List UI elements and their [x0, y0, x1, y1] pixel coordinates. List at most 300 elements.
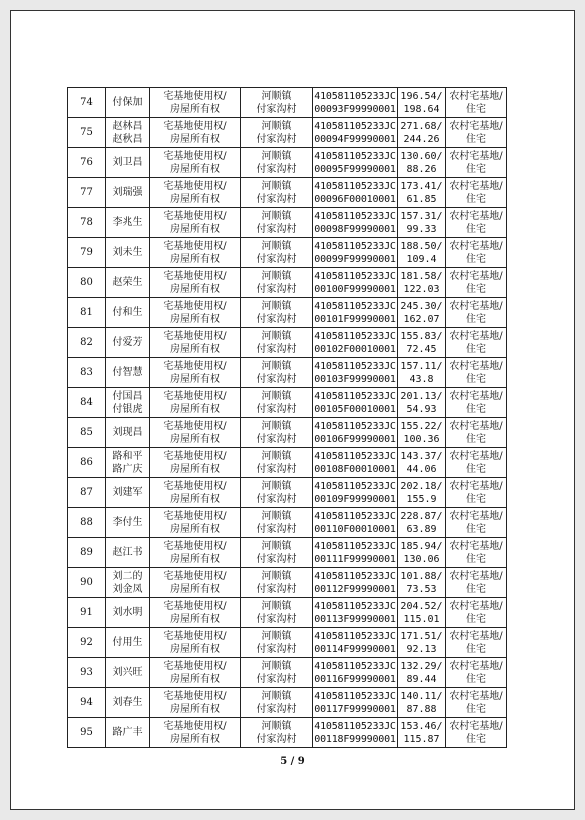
- location-line: 河顺镇: [261, 510, 292, 522]
- right-type-line: 宅基地使用权/: [163, 210, 227, 222]
- table-row: [68, 658, 507, 688]
- location-cell: [241, 478, 313, 508]
- location-line: 河顺镇: [261, 240, 292, 252]
- location-line: 河顺镇: [261, 450, 292, 462]
- right-type-cell: [150, 238, 241, 268]
- owner-name-cell: [106, 118, 150, 148]
- table-row: [68, 688, 507, 718]
- right-type-line: 宅基地使用权/: [163, 90, 227, 102]
- owner-name-line: 付智慧: [112, 367, 143, 378]
- owner-name-line: 赵林昌: [112, 120, 143, 132]
- row-number-cell: 79: [68, 238, 106, 268]
- owner-name-line: 刘建军: [112, 487, 143, 498]
- parcel-code-line: 00111F99990001: [314, 553, 396, 565]
- parcel-code-cell: [313, 628, 398, 658]
- land-use-line: 住宅: [466, 523, 486, 535]
- land-use-line: 住宅: [466, 493, 486, 505]
- location-cell: [241, 328, 313, 358]
- parcel-code-line: 410581105233JC: [314, 390, 396, 402]
- parcel-code-line: 410581105233JC: [314, 240, 396, 252]
- parcel-code-cell: [313, 178, 398, 208]
- row-number-cell: 90: [68, 568, 106, 598]
- land-use-line: 农村宅基地/: [449, 690, 503, 702]
- parcel-code-cell: [313, 238, 398, 268]
- parcel-code-line: 00098F99990001: [314, 223, 396, 235]
- parcel-code-line: 410581105233JC: [314, 480, 396, 492]
- area-cell: [398, 718, 446, 748]
- land-use-cell: [446, 388, 507, 418]
- registry-table-body: [68, 88, 507, 748]
- land-use-line: 农村宅基地/: [449, 240, 503, 252]
- land-use-line: 住宅: [466, 133, 486, 145]
- area-line: 87.88: [406, 703, 437, 715]
- location-line: 付家沟村: [256, 103, 297, 115]
- location-line: 付家沟村: [256, 373, 297, 385]
- parcel-code-line: 00105F00010001: [314, 403, 396, 415]
- location-line: 河顺镇: [261, 600, 292, 612]
- parcel-code-cell: [313, 328, 398, 358]
- area-line: 157.31/: [400, 210, 443, 222]
- land-use-line: 农村宅基地/: [449, 360, 503, 372]
- parcel-code-line: 00095F99990001: [314, 163, 396, 175]
- location-line: 河顺镇: [261, 660, 292, 672]
- owner-name-line: 刘卫昌: [112, 157, 143, 168]
- area-cell: [398, 358, 446, 388]
- owner-name-cell: [106, 358, 150, 388]
- land-use-line: 农村宅基地/: [449, 450, 503, 462]
- parcel-code-line: 00117F99990001: [314, 703, 396, 715]
- area-cell: [398, 658, 446, 688]
- area-line: 44.06: [406, 463, 437, 475]
- location-line: 付家沟村: [256, 733, 297, 745]
- parcel-code-line: 00093F99990001: [314, 103, 396, 115]
- owner-name-cell: [106, 388, 150, 418]
- parcel-code-cell: [313, 688, 398, 718]
- area-cell: [398, 388, 446, 418]
- land-use-line: 农村宅基地/: [449, 270, 503, 282]
- area-cell: [398, 598, 446, 628]
- row-number-cell: 86: [68, 448, 106, 478]
- right-type-cell: [150, 298, 241, 328]
- parcel-code-cell: [313, 448, 398, 478]
- owner-name-cell: [106, 568, 150, 598]
- land-use-cell: [446, 568, 507, 598]
- owner-name-cell: [106, 298, 150, 328]
- parcel-code-line: 410581105233JC: [314, 330, 396, 342]
- owner-name-line: 刘瑞强: [112, 187, 143, 198]
- parcel-code-cell: [313, 418, 398, 448]
- parcel-code-cell: [313, 358, 398, 388]
- location-line: 付家沟村: [256, 673, 297, 685]
- owner-name-line: 付用生: [112, 637, 143, 648]
- area-line: 153.46/: [400, 720, 443, 732]
- owner-name-line: 刘二的: [112, 570, 143, 582]
- location-line: 河顺镇: [261, 690, 292, 702]
- area-line: 155.83/: [400, 330, 443, 342]
- owner-name-line: 刘兴旺: [112, 667, 143, 678]
- location-line: 付家沟村: [256, 433, 297, 445]
- parcel-code-cell: [313, 88, 398, 118]
- right-type-cell: [150, 568, 241, 598]
- parcel-code-line: 00094F99990001: [314, 133, 396, 145]
- right-type-cell: [150, 538, 241, 568]
- row-number-cell: 84: [68, 388, 106, 418]
- land-use-line: 农村宅基地/: [449, 660, 503, 672]
- location-line: 河顺镇: [261, 720, 292, 732]
- right-type-line: 房屋所有权: [170, 643, 220, 655]
- owner-name-cell: [106, 148, 150, 178]
- row-number-cell: 81: [68, 298, 106, 328]
- right-type-line: 宅基地使用权/: [163, 480, 227, 492]
- land-use-cell: [446, 118, 507, 148]
- parcel-code-line: 00101F99990001: [314, 313, 396, 325]
- right-type-line: 房屋所有权: [170, 343, 220, 355]
- right-type-line: 房屋所有权: [170, 163, 220, 175]
- parcel-code-cell: [313, 298, 398, 328]
- land-use-cell: [446, 358, 507, 388]
- parcel-code-line: 00102F00010001: [314, 343, 396, 355]
- land-use-line: 住宅: [466, 733, 486, 745]
- land-use-cell: [446, 418, 507, 448]
- owner-name-cell: [106, 538, 150, 568]
- parcel-code-line: 410581105233JC: [314, 720, 396, 732]
- right-type-line: 宅基地使用权/: [163, 570, 227, 582]
- area-cell: [398, 478, 446, 508]
- land-use-cell: [446, 628, 507, 658]
- area-line: 132.29/: [400, 660, 443, 672]
- area-line: 196.54/: [400, 90, 443, 102]
- land-use-line: 住宅: [466, 223, 486, 235]
- area-cell: [398, 568, 446, 598]
- area-line: 115.01: [403, 613, 440, 625]
- area-cell: [398, 238, 446, 268]
- right-type-line: 房屋所有权: [170, 283, 220, 295]
- parcel-code-line: 410581105233JC: [314, 120, 396, 132]
- location-cell: [241, 268, 313, 298]
- land-use-line: 农村宅基地/: [449, 630, 503, 642]
- location-line: 河顺镇: [261, 150, 292, 162]
- area-line: 188.50/: [400, 240, 443, 252]
- table-row: [68, 718, 507, 748]
- area-line: 122.03: [403, 283, 440, 295]
- area-line: 245.30/: [400, 300, 443, 312]
- right-type-cell: [150, 448, 241, 478]
- parcel-code-line: 410581105233JC: [314, 630, 396, 642]
- location-line: 河顺镇: [261, 120, 292, 132]
- owner-name-cell: [106, 478, 150, 508]
- right-type-line: 房屋所有权: [170, 223, 220, 235]
- location-line: 河顺镇: [261, 210, 292, 222]
- owner-name-line: 路和平: [112, 450, 143, 462]
- area-line: 101.88/: [400, 570, 443, 582]
- location-cell: [241, 208, 313, 238]
- location-cell: [241, 718, 313, 748]
- table-row: [68, 148, 507, 178]
- table-row: [68, 598, 507, 628]
- land-use-cell: [446, 238, 507, 268]
- row-number-cell: 89: [68, 538, 106, 568]
- table-row: [68, 628, 507, 658]
- parcel-code-cell: [313, 538, 398, 568]
- owner-name-line: 付保加: [112, 97, 143, 108]
- land-use-line: 农村宅基地/: [449, 180, 503, 192]
- land-use-line: 住宅: [466, 253, 486, 265]
- owner-name-cell: [106, 418, 150, 448]
- location-line: 河顺镇: [261, 390, 292, 402]
- owner-name-line: 路广庆: [112, 463, 143, 475]
- location-line: 付家沟村: [256, 313, 297, 325]
- right-type-line: 房屋所有权: [170, 373, 220, 385]
- owner-name-line: 刘未生: [112, 247, 143, 258]
- right-type-line: 房屋所有权: [170, 133, 220, 145]
- right-type-cell: [150, 598, 241, 628]
- land-use-cell: [446, 688, 507, 718]
- location-cell: [241, 628, 313, 658]
- area-line: 73.53: [406, 583, 437, 595]
- row-number-cell: 80: [68, 268, 106, 298]
- land-use-line: 农村宅基地/: [449, 510, 503, 522]
- owner-name-line: 付爱芳: [112, 337, 143, 348]
- land-use-cell: [446, 478, 507, 508]
- parcel-code-cell: [313, 478, 398, 508]
- row-number-cell: 91: [68, 598, 106, 628]
- land-use-cell: [446, 268, 507, 298]
- location-line: 付家沟村: [256, 583, 297, 595]
- owner-name-cell: [106, 268, 150, 298]
- owner-name-line: 付和生: [112, 307, 143, 318]
- land-use-line: 农村宅基地/: [449, 480, 503, 492]
- land-use-line: 住宅: [466, 553, 486, 565]
- location-line: 付家沟村: [256, 133, 297, 145]
- location-line: 付家沟村: [256, 463, 297, 475]
- location-line: 河顺镇: [261, 420, 292, 432]
- area-line: 88.26: [406, 163, 437, 175]
- location-line: 河顺镇: [261, 630, 292, 642]
- parcel-code-cell: [313, 658, 398, 688]
- right-type-line: 宅基地使用权/: [163, 450, 227, 462]
- land-use-line: 农村宅基地/: [449, 570, 503, 582]
- location-line: 河顺镇: [261, 270, 292, 282]
- table-row: [68, 238, 507, 268]
- area-line: 109.4: [406, 253, 437, 265]
- right-type-line: 宅基地使用权/: [163, 600, 227, 612]
- row-number-cell: 93: [68, 658, 106, 688]
- owner-name-cell: [106, 208, 150, 238]
- land-use-cell: [446, 718, 507, 748]
- area-cell: [398, 538, 446, 568]
- land-use-line: 住宅: [466, 193, 486, 205]
- location-line: 付家沟村: [256, 643, 297, 655]
- location-line: 河顺镇: [261, 480, 292, 492]
- area-line: 43.8: [409, 373, 434, 385]
- row-number-cell: 92: [68, 628, 106, 658]
- location-cell: [241, 418, 313, 448]
- table-row: [68, 178, 507, 208]
- area-cell: [398, 508, 446, 538]
- right-type-cell: [150, 148, 241, 178]
- right-type-line: 房屋所有权: [170, 703, 220, 715]
- area-line: 228.87/: [400, 510, 443, 522]
- right-type-line: 房屋所有权: [170, 493, 220, 505]
- parcel-code-line: 00116F99990001: [314, 673, 396, 685]
- owner-name-line: 李兆生: [112, 217, 143, 228]
- owner-name-cell: [106, 598, 150, 628]
- table-row: [68, 448, 507, 478]
- right-type-cell: [150, 328, 241, 358]
- row-number-cell: 95: [68, 718, 106, 748]
- location-line: 付家沟村: [256, 703, 297, 715]
- location-line: 河顺镇: [261, 570, 292, 582]
- location-line: 付家沟村: [256, 163, 297, 175]
- parcel-code-cell: [313, 268, 398, 298]
- land-use-line: 住宅: [466, 703, 486, 715]
- owner-name-cell: [106, 688, 150, 718]
- right-type-line: 宅基地使用权/: [163, 690, 227, 702]
- parcel-code-cell: [313, 718, 398, 748]
- land-use-line: 住宅: [466, 583, 486, 595]
- location-cell: [241, 88, 313, 118]
- area-cell: [398, 88, 446, 118]
- registry-table: [67, 87, 507, 748]
- table-row: [68, 358, 507, 388]
- area-line: 155.22/: [400, 420, 443, 432]
- right-type-line: 房屋所有权: [170, 463, 220, 475]
- row-number-cell: 77: [68, 178, 106, 208]
- parcel-code-line: 00099F99990001: [314, 253, 396, 265]
- owner-name-cell: [106, 448, 150, 478]
- area-line: 92.13: [406, 643, 437, 655]
- right-type-line: 房屋所有权: [170, 553, 220, 565]
- parcel-code-line: 00109F99990001: [314, 493, 396, 505]
- location-cell: [241, 508, 313, 538]
- area-line: 171.51/: [400, 630, 443, 642]
- land-use-line: 农村宅基地/: [449, 90, 503, 102]
- parcel-code-line: 410581105233JC: [314, 270, 396, 282]
- right-type-line: 宅基地使用权/: [163, 180, 227, 192]
- table-row: [68, 208, 507, 238]
- table-row: [68, 508, 507, 538]
- parcel-code-line: 410581105233JC: [314, 90, 396, 102]
- table-row: [68, 388, 507, 418]
- location-line: 付家沟村: [256, 613, 297, 625]
- right-type-line: 房屋所有权: [170, 253, 220, 265]
- right-type-cell: [150, 688, 241, 718]
- area-line: 201.13/: [400, 390, 443, 402]
- right-type-cell: [150, 478, 241, 508]
- owner-name-cell: [106, 628, 150, 658]
- parcel-code-cell: [313, 508, 398, 538]
- parcel-code-cell: [313, 598, 398, 628]
- area-line: 198.64: [403, 103, 440, 115]
- land-use-line: 农村宅基地/: [449, 420, 503, 432]
- owner-name-cell: [106, 658, 150, 688]
- parcel-code-line: 410581105233JC: [314, 660, 396, 672]
- right-type-cell: [150, 118, 241, 148]
- area-cell: [398, 208, 446, 238]
- land-use-line: 农村宅基地/: [449, 390, 503, 402]
- table-row: [68, 118, 507, 148]
- table-row: [68, 88, 507, 118]
- row-number-cell: 83: [68, 358, 106, 388]
- land-use-line: 农村宅基地/: [449, 150, 503, 162]
- right-type-cell: [150, 268, 241, 298]
- land-use-line: 农村宅基地/: [449, 600, 503, 612]
- right-type-line: 房屋所有权: [170, 433, 220, 445]
- land-use-line: 农村宅基地/: [449, 300, 503, 312]
- land-use-cell: [446, 298, 507, 328]
- parcel-code-line: 410581105233JC: [314, 300, 396, 312]
- location-line: 付家沟村: [256, 283, 297, 295]
- owner-name-line: 路广丰: [112, 727, 143, 738]
- land-use-line: 住宅: [466, 463, 486, 475]
- owner-name-cell: [106, 718, 150, 748]
- land-use-line: 住宅: [466, 673, 486, 685]
- table-row: [68, 328, 507, 358]
- right-type-line: 宅基地使用权/: [163, 360, 227, 372]
- parcel-code-line: 00112F99990001: [314, 583, 396, 595]
- location-cell: [241, 298, 313, 328]
- area-line: 202.18/: [400, 480, 443, 492]
- parcel-code-line: 410581105233JC: [314, 570, 396, 582]
- right-type-cell: [150, 358, 241, 388]
- location-line: 付家沟村: [256, 403, 297, 415]
- land-use-line: 住宅: [466, 643, 486, 655]
- parcel-code-line: 00110F00010001: [314, 523, 396, 535]
- area-line: 99.33: [406, 223, 437, 235]
- area-cell: [398, 448, 446, 478]
- table-row: [68, 268, 507, 298]
- area-cell: [398, 628, 446, 658]
- location-cell: [241, 118, 313, 148]
- land-use-line: 住宅: [466, 613, 486, 625]
- area-line: 271.68/: [400, 120, 443, 132]
- right-type-line: 宅基地使用权/: [163, 420, 227, 432]
- parcel-code-line: 410581105233JC: [314, 450, 396, 462]
- right-type-line: 宅基地使用权/: [163, 720, 227, 732]
- area-line: 162.07: [403, 313, 440, 325]
- area-cell: [398, 268, 446, 298]
- land-use-cell: [446, 148, 507, 178]
- area-cell: [398, 688, 446, 718]
- land-use-cell: [446, 88, 507, 118]
- land-use-cell: [446, 208, 507, 238]
- table-row: [68, 478, 507, 508]
- land-use-cell: [446, 508, 507, 538]
- row-number-cell: 82: [68, 328, 106, 358]
- location-cell: [241, 358, 313, 388]
- area-line: 54.93: [406, 403, 437, 415]
- row-number-cell: 88: [68, 508, 106, 538]
- parcel-code-line: 410581105233JC: [314, 150, 396, 162]
- area-cell: [398, 418, 446, 448]
- area-line: 72.45: [406, 343, 437, 355]
- area-line: 173.41/: [400, 180, 443, 192]
- row-number-cell: 94: [68, 688, 106, 718]
- right-type-cell: [150, 208, 241, 238]
- right-type-line: 房屋所有权: [170, 403, 220, 415]
- land-use-line: 住宅: [466, 373, 486, 385]
- owner-name-line: 付国昌: [112, 390, 143, 402]
- land-use-line: 农村宅基地/: [449, 540, 503, 552]
- right-type-cell: [150, 88, 241, 118]
- location-cell: [241, 598, 313, 628]
- area-line: 63.89: [406, 523, 437, 535]
- row-number-cell: 74: [68, 88, 106, 118]
- location-line: 付家沟村: [256, 553, 297, 565]
- land-use-line: 住宅: [466, 343, 486, 355]
- owner-name-cell: [106, 328, 150, 358]
- area-cell: [398, 298, 446, 328]
